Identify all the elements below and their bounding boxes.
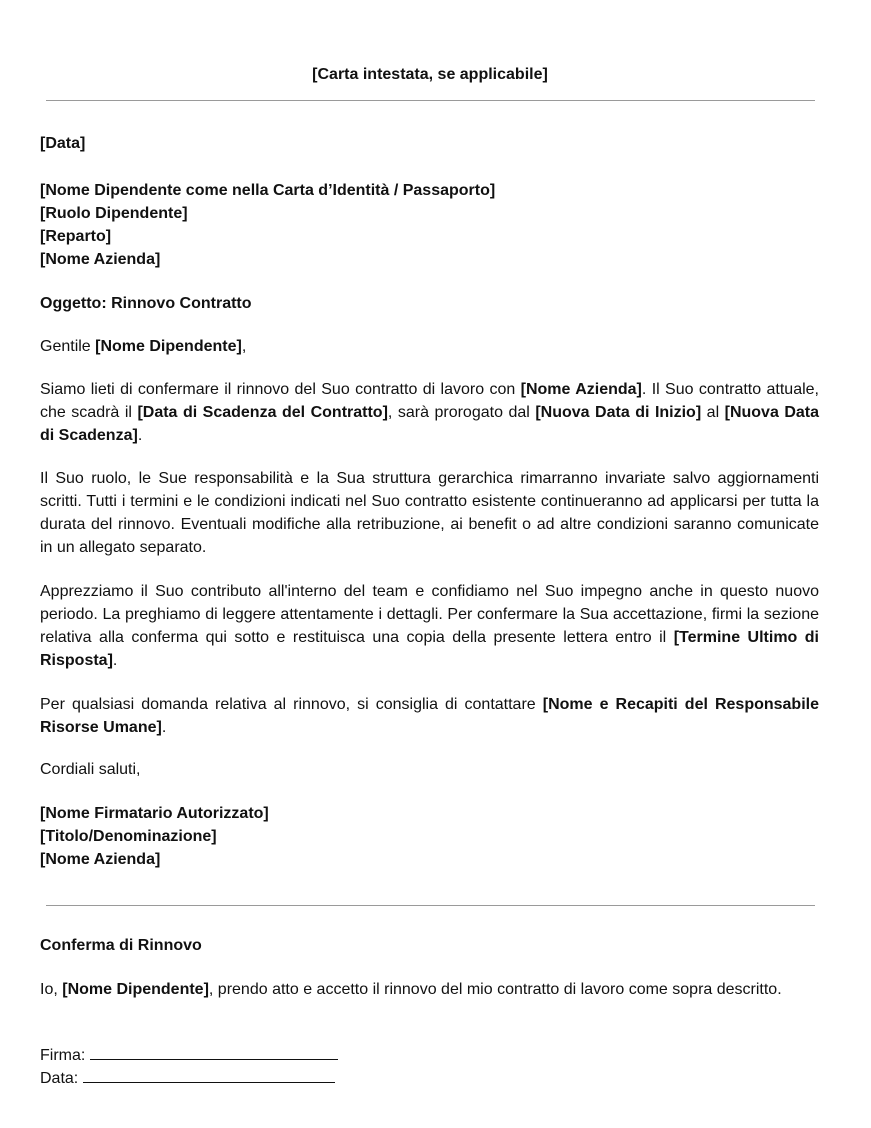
date-row: [40, 1067, 819, 1090]
greeting-name: [Nome Dipendente]: [95, 338, 242, 355]
subject-text: Oggetto: Rinnovo Contratto: [40, 295, 252, 312]
signatory-title: [Titolo/Denominazione]: [40, 828, 217, 845]
para1-text-2: . Il Suo contratto attuale, che scadrà il: [40, 381, 819, 421]
signatory-company: [Nome Azienda]: [40, 851, 161, 868]
date-placeholder: [Data]: [40, 135, 86, 152]
para1-text-5: .: [137, 427, 143, 444]
subject-line: [40, 292, 819, 315]
para4-hr-contact: [Nome e Recapiti del Responsabile Risorse Umane]: [40, 696, 819, 736]
para1-new-end-date: [Nuova Data di Scadenza]: [40, 404, 820, 444]
para3-text-1: Apprezziamo il Suo contributo all'interno del team e confidiamo nel Suo impegno anche in questo nuovo periodo. La preghiamo di leggere attentamente i dettagli. Per confermare la Sua accettazione, firmi la sezione relativa alla conferma qui sotto e restituisca una copia della presente lettera entro il: [40, 583, 819, 646]
signature-label: Firma:: [40, 1047, 90, 1064]
confirmation-statement: [40, 978, 819, 1001]
confirmation-divider: [46, 905, 815, 906]
para1-text-3: , sarà prorogato dal: [387, 404, 536, 421]
closing-text: Cordiali saluti,: [40, 761, 141, 778]
paragraph-terms: [40, 467, 819, 559]
confirmation-heading-text: Conferma di Rinnovo: [40, 937, 202, 954]
signature-fields: [40, 1044, 819, 1090]
recipient-name: [Nome Dipendente come nella Carta d’Identità / Passaporto]: [40, 182, 496, 199]
letter-date: [40, 132, 819, 155]
letterhead-placeholder: [Carta intestata, se applicabile]: [312, 66, 548, 83]
greeting: [40, 335, 819, 358]
recipient-role: [Ruolo Dipendente]: [40, 205, 188, 222]
recipient-block: [40, 179, 819, 271]
para1-company: [Nome Azienda]: [520, 381, 642, 398]
signatory-name: [Nome Firmatario Autorizzato]: [40, 805, 269, 822]
para3-text-2: .: [112, 652, 118, 669]
confirmation-text-2: , prendo atto e accetto il rinnovo del mio contratto di lavoro come sopra descritto.: [208, 981, 782, 998]
para3-deadline: [Termine Ultimo di Risposta]: [40, 629, 820, 669]
signatory-block: [40, 802, 819, 871]
recipient-company: [Nome Azienda]: [40, 251, 161, 268]
confirmation-text-1: Io,: [40, 981, 63, 998]
top-divider: [46, 100, 815, 101]
signature-row: [40, 1044, 819, 1067]
signature-line[interactable]: [90, 1044, 338, 1060]
para1-text-1: Siamo lieti di confermare il rinnovo del Suo contratto di lavoro con: [40, 381, 521, 398]
para1-expiry-date: [Data di Scadenza del Contratto]: [137, 404, 388, 421]
closing: [40, 758, 819, 781]
confirmation-heading: [40, 934, 819, 957]
para4-text-2: .: [161, 719, 167, 736]
paragraph-acceptance: [40, 580, 819, 672]
date-label: Data:: [40, 1070, 83, 1087]
para2-text: Il Suo ruolo, le Sue responsabilità e la Sua struttura gerarchica rimarranno invariate salvo aggiornamenti scritti. Tutti i termini e le condizioni indicati nel Suo contratto esistente continueranno ad applicarsi per tutta la durata del rinnovo. Eventuali modifiche alla retribuzione, ai benefit o ad altre condizioni saranno comunicate in un allegato separato.: [40, 470, 819, 556]
recipient-department: [Reparto]: [40, 228, 112, 245]
confirmation-employee-name: [Nome Dipendente]: [62, 981, 209, 998]
para4-text-1: Per qualsiasi domanda relativa al rinnovo, si consiglia di contattare: [40, 696, 543, 713]
greeting-suffix: ,: [241, 338, 247, 355]
paragraph-renewal: [40, 378, 819, 447]
date-line[interactable]: [83, 1067, 335, 1083]
para1-new-start-date: [Nuova Data di Inizio]: [535, 404, 702, 421]
para1-text-4: al: [701, 404, 725, 421]
greeting-prefix: Gentile: [40, 338, 96, 355]
paragraph-contact: [40, 693, 819, 739]
